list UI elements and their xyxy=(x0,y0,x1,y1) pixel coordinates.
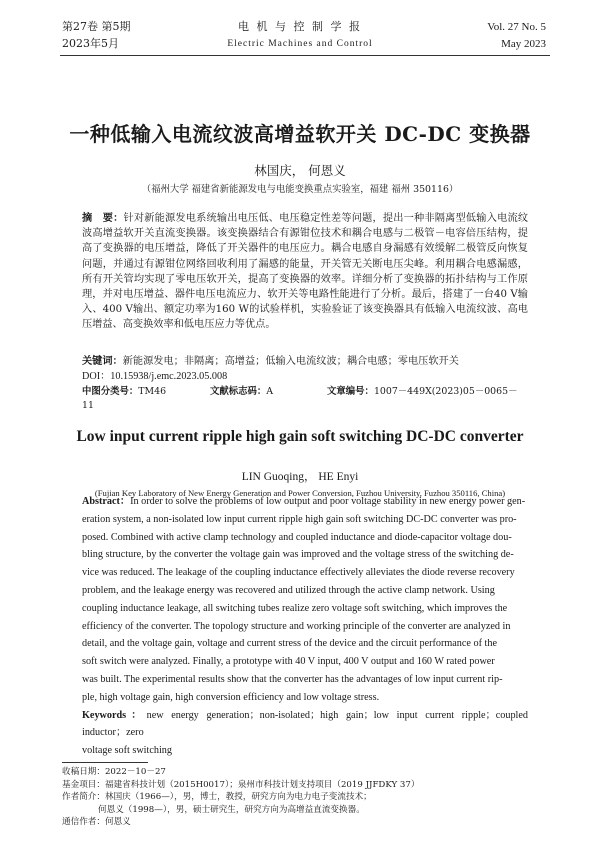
keywords-en: Keywords：new energy generation；non-isolated；high gain；low input current ripple；coupled inductor；zero xyxy=(82,709,528,739)
corresponding-author: 通信作者：何恩义 xyxy=(62,817,131,827)
authors-cn: 林国庆， 何恩义 xyxy=(254,163,346,178)
keywords-en-cont: voltage soft switching xyxy=(82,745,172,757)
abstract-label-en: Abstract： xyxy=(82,496,131,507)
abstract-en-line: Abstract：In order to solve the problems of low output and poor voltage stability in new energy power gen- xyxy=(82,496,526,507)
abstract-en-line: ple, high voltage gain, high conversion efficiency and low voltage stress. xyxy=(82,691,380,703)
abstract-en-line: posed. Combined with active clamp technology and coupled inductance and diode-capacitor voltage dou- xyxy=(82,531,512,543)
abstract-en-line: coupling inductance leakage, all switching tubes realize zero voltage soft switching, which improves the xyxy=(82,602,508,614)
abstract-en-line: vice was reduced. The leakage of the coupling inductance effectively alleviates the diode reverse recovery xyxy=(82,567,515,579)
abstract-text-cn: 针对新能源发电系统输出电压低、电压稳定性差等问题，提出一种非隔离型低输入电流纹波高增益软开关直流变换器。该变换器结合有源钳位技术和耦合电感与二极管－电容倍压结构，提高了变换器的电压增益，降低了开关器件的电压应力。耦合电感自身漏感有效缓解二极管反向恢复问题，并通过有源钳位网络回收利用了漏感的能量，开关管无关断电压尖峰。利用耦合电感漏感，所有开关管均实现了零电压软开关，提高了变换器的效率。详细分析了变换器的拓扑结构与工作原理，并对电压增益、器件电压电流应力、软开关等电路性能进行了分析。最后，搭建了一台40 V输入、400 V输出、额定功率为160 W的试验样机，实验验证了该变换器具有低输入电流纹波、高电压增益、高变换效率和低电压应力等优点。 xyxy=(82,213,529,331)
header-date-en: May 2023 xyxy=(501,38,546,50)
article-id-label: 文章编号： xyxy=(327,386,374,397)
funding: 基金项目：福建省科技计划（2015H0017）；泉州市科技计划支持项目（2019 JJFDKY 37） xyxy=(62,779,420,790)
abstract-en-line: detail, and the voltage gain, voltage and current stress of the device and the circuit performance of the xyxy=(82,638,497,650)
footnote-rule xyxy=(62,762,148,763)
keywords-label-cn: 关键词： xyxy=(82,355,123,367)
author-bio-2: 何恩义（1998—），男，硕士研究生，研究方向为高增益直流变换器。 xyxy=(98,804,365,815)
clc-value: TM46 xyxy=(138,386,167,397)
header-date-cn: 2023年5月 xyxy=(62,37,119,50)
header-rule xyxy=(60,55,550,56)
title-en: Low input current ripple high gain soft switching DC-DC converter xyxy=(76,428,524,445)
header-journal-cn: 电 机 与 控 制 学 报 xyxy=(238,20,362,33)
abstract-en-line: problem, and the leakage energy was recovered and utilized through the active clamp network. Using xyxy=(82,584,495,596)
affiliation-cn: （福州大学 福建省新能源发电与电能变换重点实验室，福建 福州 350116） xyxy=(141,184,459,195)
abstract-en xyxy=(82,493,528,760)
keywords-label-en: Keywords： xyxy=(82,709,147,721)
classification-line xyxy=(82,385,528,413)
doi: DOI：10.15938/j.emc.2023.05.008 xyxy=(82,371,228,382)
article-id-value: 1007－449X(2023)05－0065－11 xyxy=(82,386,518,411)
title-cn: 一种低输入电流纹波高增益软开关 DC-DC 变换器 xyxy=(69,122,531,146)
abstract-label-cn: 摘 要： xyxy=(82,212,124,224)
doc-code-label: 文献标志码： xyxy=(210,386,267,397)
header-journal-en: Electric Machines and Control xyxy=(227,39,373,49)
header-volume-issue-cn: 第27卷 第5期 xyxy=(62,20,131,33)
abstract-en-line: bling structure, by the converter the voltage gain was improved and the voltage stress of the switching de- xyxy=(82,549,514,561)
footnotes xyxy=(62,766,542,829)
header-volume-issue-en: Vol. 27 No. 5 xyxy=(487,21,546,33)
abstract-en-line: efficiency of the converter. The topology structure and working principle of the converter are analyzed in xyxy=(82,620,511,632)
abstract-cn xyxy=(82,211,528,333)
received-date: 收稿日期：2022－10－27 xyxy=(62,767,166,777)
doc-code-value: A xyxy=(266,386,274,397)
authors-en: LIN Guoqing， HE Enyi xyxy=(241,471,359,483)
clc-label: 中图分类号： xyxy=(82,386,139,397)
keywords-cn xyxy=(82,354,528,369)
abstract-en-line: eration system, a non-isolated low input current ripple high gain soft switching DC-DC converter was pro- xyxy=(82,513,517,525)
keywords-text-cn: 新能源发电；非隔离；高增益；低输入电流纹波；耦合电感；零电压软开关 xyxy=(122,356,459,367)
abstract-en-line: soft switch were analyzed. Finally, a prototype with 40 V input, 400 V output and 160 W rated power xyxy=(82,656,495,668)
affiliation-en: (Fujian Key Laboratory of New Energy Generation and Power Conversion, Fuzhou University, Fuzhou 350116, China) xyxy=(94,488,506,498)
author-bio-1: 作者简介：林国庆（1966—），男，博士，教授，研究方向为电力电子变流技术； xyxy=(62,792,372,802)
abstract-en-line: was built. The experimental results show that the converter has the advantages of low input current rip- xyxy=(82,673,503,685)
